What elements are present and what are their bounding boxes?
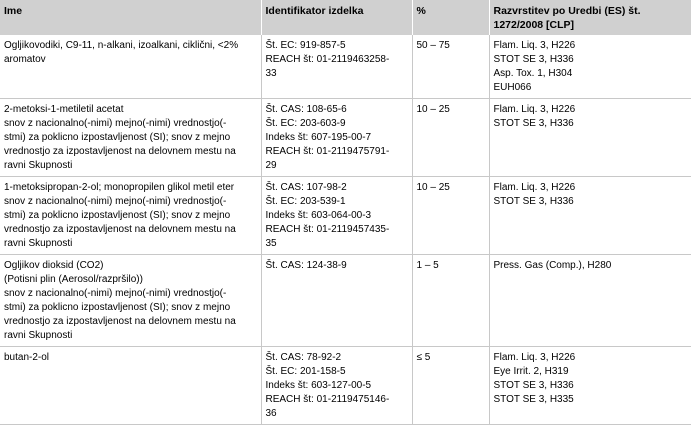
clp-classification — [489, 35, 691, 99]
substance-name-line: vrednostjo za izpostavljenost na delovnem mestu na — [4, 316, 236, 327]
clp-classification-line: STOT SE 3, H336 — [493, 380, 574, 391]
header-classification: Razvrstitev po Uredbi (ES) št. 1272/2008 [CLP] — [489, 0, 691, 35]
substance-name-line: ravni Skupnosti — [4, 238, 73, 249]
clp-classification-line: STOT SE 3, H335 — [493, 394, 574, 405]
header-percent: % — [412, 0, 489, 35]
table-row — [0, 347, 691, 425]
table-row — [0, 177, 691, 255]
clp-classification-line: Press. Gas (Comp.), H280 — [493, 260, 612, 271]
product-identifier-line: Št. EC: 201-158-5 — [265, 366, 346, 377]
substance-name-line: aromatov — [4, 54, 46, 65]
substance-name-line: Ogljikovodiki, C9-11, n-alkani, izoalkani, ciklični, <2% — [4, 40, 239, 51]
concentration: ≤ 5 — [412, 347, 489, 425]
substance-name-line: Ogljikov dioksid (CO2) — [4, 260, 104, 271]
clp-classification-line: EUH066 — [493, 82, 532, 93]
substance-name-line: 1-metoksipropan-2-ol; monopropilen glikol metil eter — [4, 182, 235, 193]
clp-classification-line: Flam. Liq. 3, H226 — [493, 40, 576, 51]
clp-classification — [489, 177, 691, 255]
substance-name-line: vrednostjo za izpostavljenost na delovnem mestu na — [4, 224, 236, 235]
substance-name-line: (Potisni plin (Aerosol/razpršilo)) — [4, 274, 143, 285]
product-identifier-line: 33 — [265, 68, 277, 79]
product-identifier-line: Št. CAS: 124-38-9 — [265, 260, 347, 271]
concentration: 50 – 75 — [412, 35, 489, 99]
clp-classification-line: STOT SE 3, H336 — [493, 54, 574, 65]
product-identifier-line: REACH št: 01-2119475791- — [265, 146, 390, 157]
clp-classification-line: Eye Irrit. 2, H319 — [493, 366, 569, 377]
substance-name — [0, 99, 261, 177]
substance-name-line: snov z nacionalno(-nimi) mejno(-nimi) vrednostjo(- — [4, 288, 227, 299]
product-identifier-line: Št. EC: 203-603-9 — [265, 118, 346, 129]
product-identifier-line: Št. EC: 203-539-1 — [265, 196, 346, 207]
substance-name-line: ravni Skupnosti — [4, 160, 73, 171]
product-identifier — [261, 99, 412, 177]
header-row — [0, 0, 691, 35]
product-identifier-line: REACH št: 01-2119475146- — [265, 394, 390, 405]
product-identifier — [261, 347, 412, 425]
substance-name-line: snov z nacionalno(-nimi) mejno(-nimi) vrednostjo(- — [4, 196, 227, 207]
substance-name-line: snov z nacionalno(-nimi) mejno(-nimi) vrednostjo(- — [4, 118, 227, 129]
concentration: 10 – 25 — [412, 177, 489, 255]
product-identifier-line: Indeks št: 607-195-00-7 — [265, 132, 372, 143]
header-name: Ime — [0, 0, 261, 35]
substance-name — [0, 35, 261, 99]
substance-name — [0, 347, 261, 425]
substance-name — [0, 255, 261, 347]
clp-classification-line: STOT SE 3, H336 — [493, 118, 574, 129]
clp-classification — [489, 347, 691, 425]
table-row — [0, 35, 691, 99]
product-identifier — [261, 35, 412, 99]
product-identifier-line: Št. CAS: 107-98-2 — [265, 182, 347, 193]
clp-classification-line: STOT SE 3, H336 — [493, 196, 574, 207]
product-identifier-line: 29 — [265, 160, 277, 171]
substance-name-line: 2-metoksi-1-metiletil acetat — [4, 104, 124, 115]
table-row — [0, 99, 691, 177]
product-identifier-line: 36 — [265, 408, 277, 419]
clp-classification — [489, 99, 691, 177]
product-identifier-line: Št. CAS: 78-92-2 — [265, 352, 342, 363]
clp-classification — [489, 255, 691, 347]
concentration: 1 – 5 — [412, 255, 489, 347]
product-identifier-line: 35 — [265, 238, 277, 249]
substance-name-line: ravni Skupnosti — [4, 330, 73, 341]
product-identifier — [261, 255, 412, 347]
header-identifier: Identifikator izdelka — [261, 0, 412, 35]
product-identifier-line: Indeks št: 603-064-00-3 — [265, 210, 372, 221]
product-identifier-line: REACH št: 01-2119463258- — [265, 54, 390, 65]
substance-name-line: vrednostjo za izpostavljenost na delovnem mestu na — [4, 146, 236, 157]
table-row — [0, 255, 691, 347]
substance-name-line: butan-2-ol — [4, 352, 50, 363]
substance-name-line: stmi) za poklicno izpostavljenost (SI); snov z mejno — [4, 132, 231, 143]
product-identifier-line: REACH št: 01-2119457435- — [265, 224, 390, 235]
clp-classification-line: Flam. Liq. 3, H226 — [493, 104, 576, 115]
product-identifier-line: Indeks št: 603-127-00-5 — [265, 380, 372, 391]
product-identifier — [261, 177, 412, 255]
substance-name-line: stmi) za poklicno izpostavljenost (SI); snov z mejno — [4, 302, 231, 313]
product-identifier-line: Št. CAS: 108-65-6 — [265, 104, 347, 115]
clp-classification-line: Flam. Liq. 3, H226 — [493, 352, 576, 363]
clp-classification-line: Flam. Liq. 3, H226 — [493, 182, 576, 193]
substance-name — [0, 177, 261, 255]
product-identifier-line: Št. EC: 919-857-5 — [265, 40, 346, 51]
substance-name-line: stmi) za poklicno izpostavljenost (SI); snov z mejno — [4, 210, 231, 221]
concentration: 10 – 25 — [412, 99, 489, 177]
clp-classification-line: Asp. Tox. 1, H304 — [493, 68, 573, 79]
